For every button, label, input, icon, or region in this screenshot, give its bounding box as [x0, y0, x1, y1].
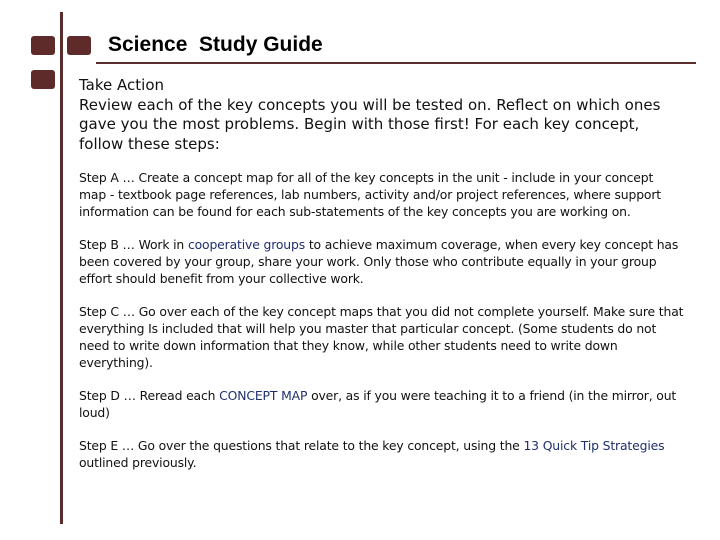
intro-text: Review each of the key concepts you will be tested on. Reflect on which ones gave you the most problems. Begin with those first! For each key concept, follow these steps:	[79, 95, 661, 153]
step-text: Work in	[138, 237, 188, 252]
intro-heading: Take Action	[79, 76, 164, 94]
step-text: Reread each	[139, 388, 220, 403]
cooperative-groups-link[interactable]: cooperative groups	[187, 237, 306, 252]
step-text: over, as if you were teaching it to a friend (in the mirror, out loud)	[79, 388, 677, 420]
page-title: Science Study Guide	[108, 33, 323, 56]
step-label: Step A …	[79, 170, 139, 185]
step-c	[79, 303, 684, 371]
decorative-square	[67, 36, 91, 55]
step-text: Go over each of the key concept maps that you did not complete yourself. Make sure that everything Is included that will help you master that particular concept. (Some students do not need to write down information that they know, while other students need to write down everything).	[79, 304, 684, 370]
vertical-rule	[60, 12, 63, 524]
step-text: outlined previously.	[79, 455, 197, 470]
decorative-square	[31, 36, 55, 55]
step-text: Go over the questions that relate to the key concept, using the	[137, 438, 524, 453]
intro-block	[79, 76, 684, 154]
step-e	[79, 437, 684, 471]
slide-body	[79, 76, 684, 471]
header-rule	[96, 62, 696, 64]
step-d	[79, 387, 684, 421]
step-label: Step D …	[79, 388, 140, 403]
quick-tip-strategies-link[interactable]: 13 Quick Tip Strategies	[523, 438, 665, 453]
step-label: Step B …	[79, 237, 139, 252]
step-b	[79, 236, 684, 287]
step-label: Step E …	[79, 438, 138, 453]
step-text: Create a concept map for all of the key concepts in the unit - include in your concept map - textbook page references, lab numbers, activity and/or project references, where support information can be found for each sub-statements of the key concepts you are working on.	[79, 170, 661, 219]
decorative-square	[31, 70, 55, 89]
step-a	[79, 169, 684, 220]
concept-map-link[interactable]: CONCEPT MAP	[219, 388, 308, 403]
step-label: Step C …	[79, 304, 139, 319]
step-text: to achieve maximum coverage, when every key concept has been covered by your group, share your work. Only those who contribute equally in your group effort should benefit from your collective work.	[79, 237, 679, 286]
